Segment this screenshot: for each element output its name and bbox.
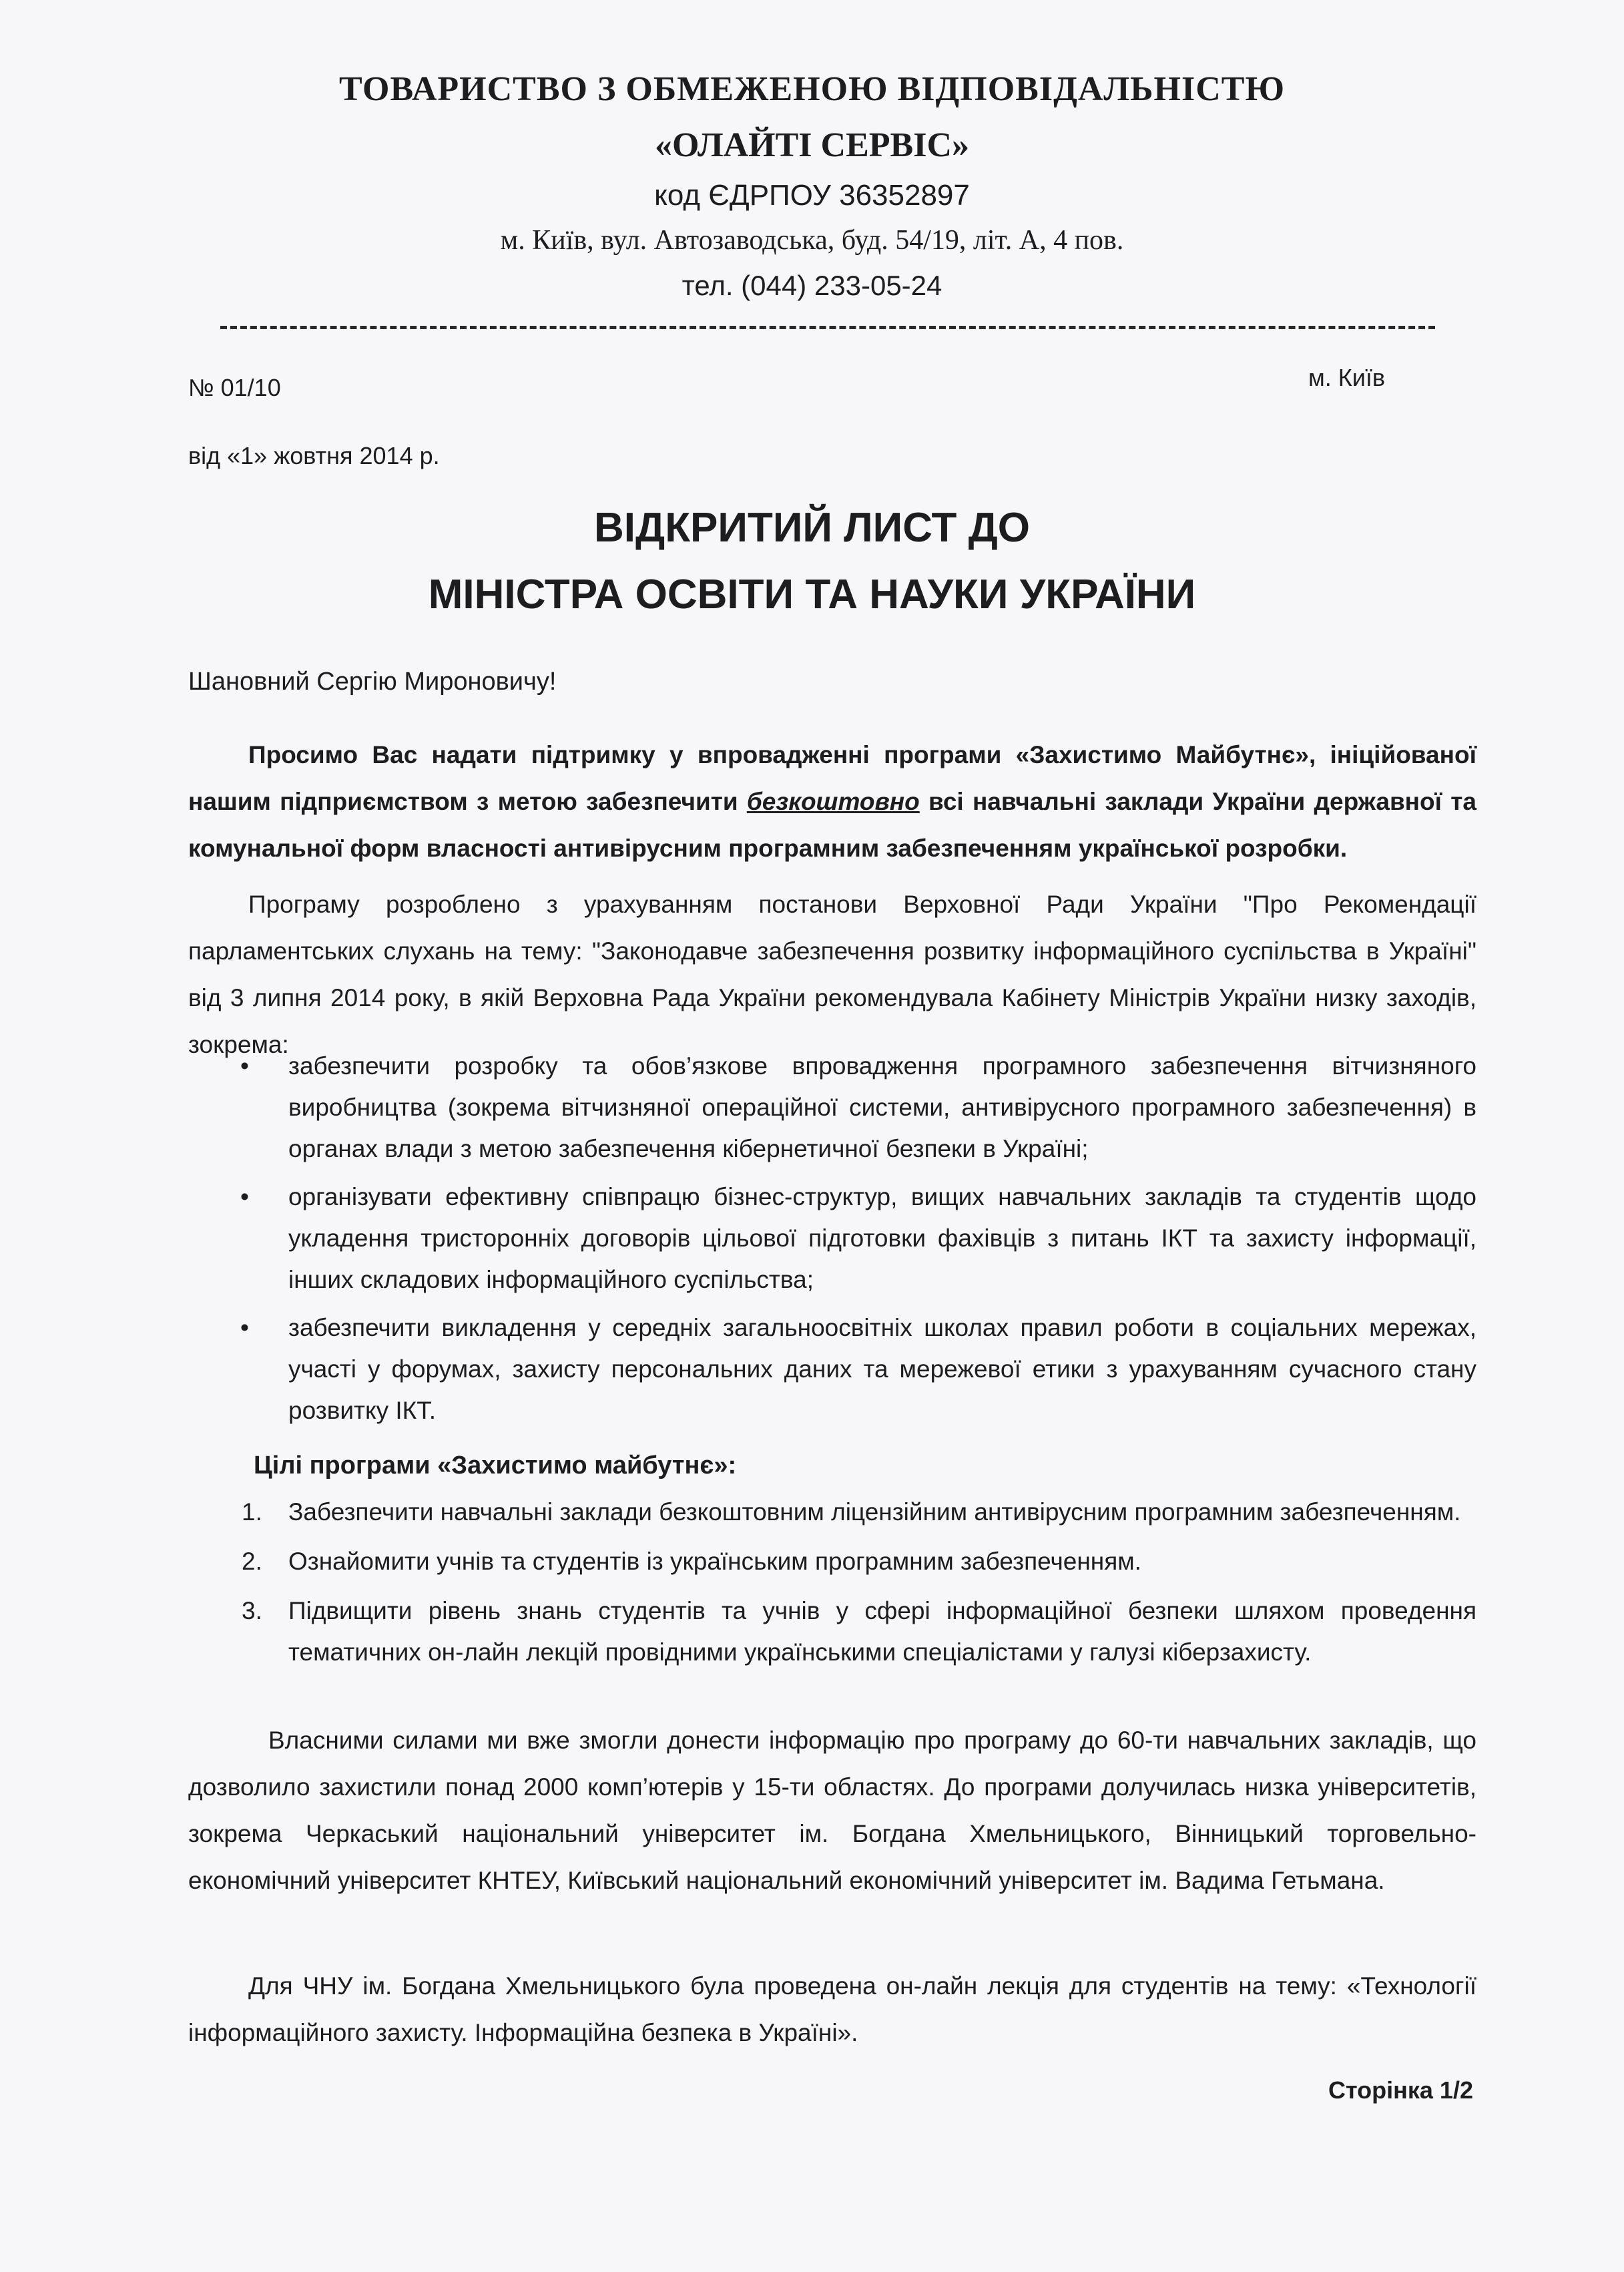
goals-list: [235, 1492, 1476, 1681]
letter-number: № 01/10: [188, 374, 281, 401]
bullet-icon: •: [240, 1052, 249, 1080]
letter-title-line1: ВІДКРИТИЙ ЛИСТ ДО: [594, 505, 1030, 551]
list-item-text: забезпечити розробку та обов’язкове впровадження програмного забезпечення вітчизняного виробництва (зокрема вітчизняної операційної системи, антивірусного програмного забезпечення) в органах влади з метою забезпечення кібернетичної безпеки в Україні;: [288, 1052, 1476, 1162]
list-item: [235, 1046, 1476, 1170]
list-item-text: Ознайомити учнів та студентів із українським програмним забезпеченням.: [288, 1548, 1141, 1575]
bullet-icon: •: [240, 1183, 249, 1210]
list-item: [235, 1492, 1476, 1533]
goals-heading: Цілі програми «Захистимо майбутнє»:: [254, 1451, 737, 1480]
list-item-number: 3.: [242, 1597, 262, 1624]
company-type: ТОВАРИСТВО З ОБМЕЖЕНОЮ ВІДПОВІДАЛЬНІСТЮ: [339, 70, 1285, 108]
list-item-text: організувати ефективну співпрацю бізнес-структур, вищих навчальних закладів та студентів щодо укладення тристоронніх договорів цільової підготовки фахівців з питань ІКТ та захисту інформації, інших складових інформаційного суспільства;: [288, 1183, 1476, 1293]
request-paragraph: [188, 732, 1476, 872]
list-item-number: 2.: [242, 1548, 262, 1575]
page-number: Сторінка 1/2: [1328, 2076, 1473, 2104]
letter-date: від «1» жовтня 2014 р.: [188, 442, 440, 469]
list-item-number: 1.: [242, 1498, 262, 1526]
list-item-text: Підвищити рівень знань студентів та учнів у сфері інформаційної безпеки шляхом проведення тематичних он-лайн лекцій провідними українськими спеціалістами у галузі кіберзахисту.: [288, 1597, 1476, 1666]
request-emphasis: безкоштовно: [746, 788, 920, 815]
letter-city: м. Київ: [1308, 364, 1385, 391]
list-item: [235, 1590, 1476, 1673]
list-item: [235, 1541, 1476, 1582]
list-item-text: Забезпечити навчальні заклади безкоштовним ліцензійним антивірусним програмним забезпеченням.: [288, 1498, 1461, 1526]
list-item: [235, 1176, 1476, 1301]
intro-paragraph: Програму розроблено з урахуванням постанови Верховної Ради України "Про Рекомендації парламентських слухань на тему: "Законодавче забезпечення розвитку інформаційного суспільства в Україні" від 3 липня 2014 року, в якій Верховна Рада України рекомендувала Кабінету Міністрів України низку заходів, зокрема:: [188, 891, 1476, 1058]
company-address: м. Київ, вул. Автозаводська, буд. 54/19, літ. А, 4 пов.: [500, 225, 1124, 256]
letterhead-divider: [220, 326, 1435, 329]
list-item: [235, 1307, 1476, 1431]
bullet-icon: •: [240, 1314, 249, 1341]
company-name: «ОЛАЙТІ СЕРВІС»: [655, 126, 969, 164]
lecture-paragraph: Для ЧНУ ім. Богдана Хмельницького була проведена он-лайн лекція для студентів на тему: «Технології інформаційного захисту. Інформаційна безпека в Україні».: [188, 1972, 1476, 2046]
company-phone: тел. (044) 233-05-24: [682, 270, 942, 301]
company-code: код ЄДРПОУ 36352897: [654, 179, 970, 212]
progress-paragraph: Власними силами ми вже змогли донести інформацію про програму до 60-ти навчальних закладів, що дозволило захистили понад 2000 комп’ютерів у 15-ти областях. До програми долучилась низка університетів, зокрема Черкаський національний університет ім. Богдана Хмельницького, Вінницький торговельно-економічний університет КНТЕУ, Київський національний економічний університет ім. Вадима Гетьмана.: [188, 1727, 1476, 1894]
letter-title-line2: МІНІСТРА ОСВІТИ ТА НАУКИ УКРАЇНИ: [428, 572, 1196, 618]
recommendations-list: [235, 1046, 1476, 1438]
request-text-after: всі навчальні заклади України державної та комунальної форм власності антивірусним програмним забезпеченням української розробки.: [188, 788, 1476, 862]
salutation: Шановний Сергію Мироновичу!: [188, 668, 557, 696]
request-text-before: Просимо Вас надати підтримку у впровадженні програми «Захистимо Майбутнє», ініційованої нашим підприємством з метою забезпечити: [188, 741, 1476, 815]
list-item-text: забезпечити викладення у середніх загальноосвітніх школах правил роботи в соціальних мережах, участі у форумах, захисту персональних даних та мережевої етики з урахуванням сучасного стану розвитку ІКТ.: [288, 1314, 1476, 1424]
